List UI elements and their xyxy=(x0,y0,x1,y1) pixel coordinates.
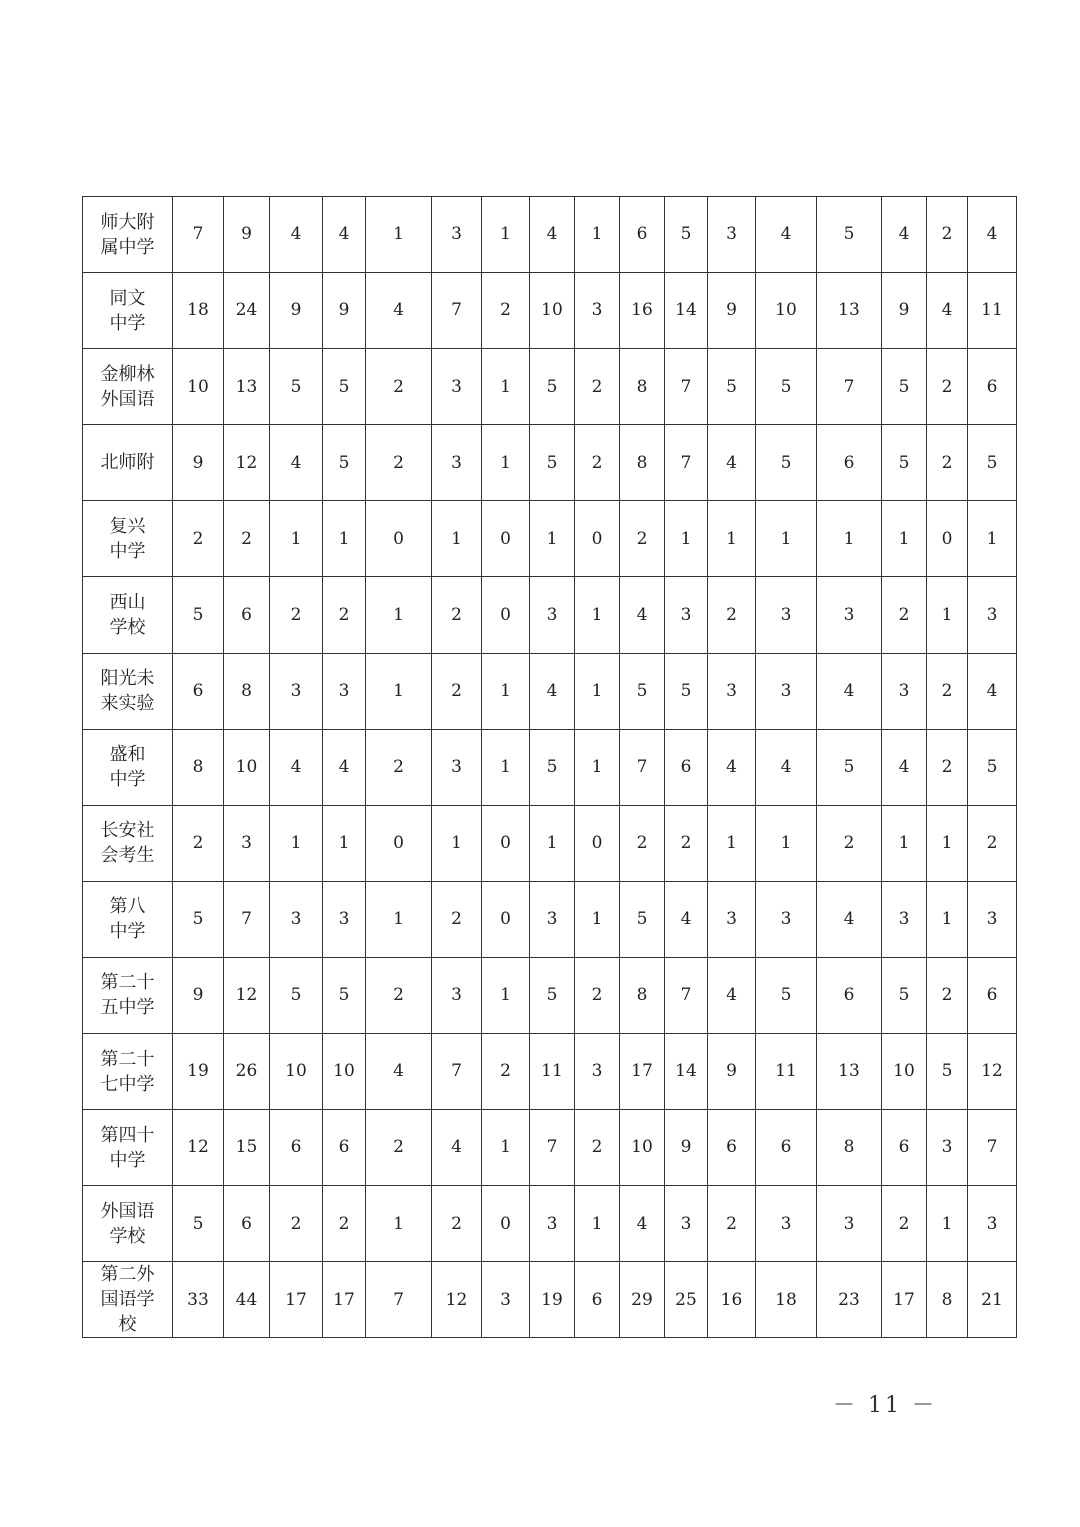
table-row xyxy=(83,805,1017,881)
quota-cell: 3 xyxy=(323,881,366,957)
quota-cell: 7 xyxy=(224,881,270,957)
quota-cell: 4 xyxy=(927,273,968,349)
quota-cell: 1 xyxy=(366,577,432,653)
quota-cell: 15 xyxy=(224,1110,270,1186)
quota-cell: 0 xyxy=(482,1186,530,1262)
quota-cell: 2 xyxy=(882,577,927,653)
quota-cell: 3 xyxy=(708,653,756,729)
quota-cell: 6 xyxy=(270,1110,323,1186)
quota-cell: 5 xyxy=(620,653,665,729)
quota-cell: 2 xyxy=(270,1186,323,1262)
quota-cell: 4 xyxy=(323,197,366,273)
quota-cell: 4 xyxy=(270,729,323,805)
school-name-cell: 盛和 中学 xyxy=(83,729,173,805)
quota-cell: 3 xyxy=(432,349,482,425)
quota-cell: 4 xyxy=(968,653,1017,729)
school-name-cell: 第二十 五中学 xyxy=(83,957,173,1033)
quota-cell: 2 xyxy=(432,881,482,957)
quota-cell: 2 xyxy=(620,805,665,881)
quota-cell: 5 xyxy=(756,349,817,425)
quota-cell: 17 xyxy=(620,1034,665,1110)
school-name-cell: 第八 中学 xyxy=(83,881,173,957)
quota-cell: 8 xyxy=(620,425,665,501)
quota-cell: 13 xyxy=(224,349,270,425)
quota-cell: 7 xyxy=(366,1262,432,1338)
quota-cell: 9 xyxy=(173,957,224,1033)
quota-cell: 5 xyxy=(756,425,817,501)
school-name-cell: 长安社 会考生 xyxy=(83,805,173,881)
quota-cell: 5 xyxy=(173,881,224,957)
quota-cell: 2 xyxy=(620,501,665,577)
quota-cell: 4 xyxy=(817,881,882,957)
quota-cell: 6 xyxy=(968,349,1017,425)
quota-cell: 10 xyxy=(323,1034,366,1110)
quota-cell: 1 xyxy=(927,881,968,957)
quota-cell: 5 xyxy=(708,349,756,425)
quota-cell: 5 xyxy=(530,425,575,501)
quota-cell: 4 xyxy=(620,577,665,653)
quota-cell: 3 xyxy=(224,805,270,881)
quota-cell: 6 xyxy=(817,425,882,501)
quota-cell: 10 xyxy=(882,1034,927,1110)
quota-cell: 5 xyxy=(270,349,323,425)
quota-cell: 4 xyxy=(530,197,575,273)
quota-cell: 18 xyxy=(756,1262,817,1338)
school-name-cell: 阳光未 来实验 xyxy=(83,653,173,729)
quota-cell: 5 xyxy=(270,957,323,1033)
quota-cell: 2 xyxy=(482,1034,530,1110)
quota-cell: 1 xyxy=(665,501,708,577)
quota-cell: 1 xyxy=(323,501,366,577)
quota-cell: 6 xyxy=(817,957,882,1033)
quota-cell: 2 xyxy=(927,653,968,729)
quota-cell: 8 xyxy=(620,957,665,1033)
quota-cell: 3 xyxy=(756,881,817,957)
quota-cell: 1 xyxy=(530,805,575,881)
quota-cell: 3 xyxy=(817,577,882,653)
quota-cell: 19 xyxy=(173,1034,224,1110)
quota-cell: 11 xyxy=(530,1034,575,1110)
quota-cell: 1 xyxy=(817,501,882,577)
quota-cell: 3 xyxy=(270,881,323,957)
quota-cell: 1 xyxy=(575,577,620,653)
quota-cell: 1 xyxy=(482,957,530,1033)
quota-cell: 4 xyxy=(530,653,575,729)
quota-cell: 3 xyxy=(756,577,817,653)
quota-cell: 6 xyxy=(708,1110,756,1186)
quota-cell: 5 xyxy=(530,349,575,425)
quota-cell: 1 xyxy=(575,197,620,273)
quota-cell: 5 xyxy=(620,881,665,957)
table-row xyxy=(83,881,1017,957)
page-number: － 11 － xyxy=(833,1393,937,1418)
quota-cell: 25 xyxy=(665,1262,708,1338)
quota-cell: 2 xyxy=(173,501,224,577)
quota-cell: 2 xyxy=(366,425,432,501)
quota-cell: 5 xyxy=(530,957,575,1033)
quota-cell: 9 xyxy=(708,273,756,349)
quota-cell: 10 xyxy=(270,1034,323,1110)
quota-cell: 4 xyxy=(756,729,817,805)
quota-cell: 19 xyxy=(530,1262,575,1338)
quota-cell: 1 xyxy=(927,577,968,653)
quota-cell: 2 xyxy=(968,805,1017,881)
quota-cell: 6 xyxy=(173,653,224,729)
quota-cell: 7 xyxy=(620,729,665,805)
quota-cell: 16 xyxy=(708,1262,756,1338)
quota-cell: 1 xyxy=(366,1186,432,1262)
quota-cell: 5 xyxy=(323,957,366,1033)
quota-cell: 5 xyxy=(756,957,817,1033)
quota-cell: 0 xyxy=(366,501,432,577)
quota-cell: 3 xyxy=(968,577,1017,653)
quota-cell: 0 xyxy=(482,805,530,881)
quota-cell: 9 xyxy=(882,273,927,349)
quota-cell: 8 xyxy=(620,349,665,425)
quota-cell: 3 xyxy=(882,881,927,957)
quota-cell: 3 xyxy=(665,577,708,653)
quota-cell: 1 xyxy=(927,1186,968,1262)
quota-cell: 8 xyxy=(927,1262,968,1338)
quota-cell: 5 xyxy=(530,729,575,805)
quota-cell: 12 xyxy=(224,957,270,1033)
table-row xyxy=(83,349,1017,425)
quota-cell: 5 xyxy=(968,425,1017,501)
quota-cell: 7 xyxy=(432,1034,482,1110)
quota-cell: 6 xyxy=(756,1110,817,1186)
quota-cell: 2 xyxy=(575,349,620,425)
quota-cell: 14 xyxy=(665,1034,708,1110)
quota-cell: 1 xyxy=(708,501,756,577)
table-row xyxy=(83,1110,1017,1186)
quota-cell: 5 xyxy=(665,197,708,273)
quota-cell: 3 xyxy=(530,1186,575,1262)
quota-cell: 3 xyxy=(270,653,323,729)
quota-cell: 5 xyxy=(173,577,224,653)
table-row xyxy=(83,1034,1017,1110)
quota-cell: 5 xyxy=(817,729,882,805)
school-name-cell: 第二外 国语学 校 xyxy=(83,1262,173,1338)
quota-cell: 2 xyxy=(927,197,968,273)
quota-cell: 0 xyxy=(575,501,620,577)
quota-cell: 3 xyxy=(530,577,575,653)
table-row xyxy=(83,1186,1017,1262)
school-name-cell: 外国语 学校 xyxy=(83,1186,173,1262)
quota-cell: 1 xyxy=(482,729,530,805)
quota-cell: 4 xyxy=(882,197,927,273)
quota-cell: 5 xyxy=(173,1186,224,1262)
quota-cell: 1 xyxy=(432,501,482,577)
quota-cell: 4 xyxy=(366,273,432,349)
quota-cell: 10 xyxy=(620,1110,665,1186)
quota-cell: 11 xyxy=(756,1034,817,1110)
quota-cell: 3 xyxy=(708,881,756,957)
quota-cell: 12 xyxy=(432,1262,482,1338)
quota-cell: 5 xyxy=(817,197,882,273)
quota-cell: 2 xyxy=(927,349,968,425)
school-name-cell: 西山 学校 xyxy=(83,577,173,653)
quota-cell: 4 xyxy=(665,881,708,957)
quota-cell: 9 xyxy=(708,1034,756,1110)
quota-cell: 13 xyxy=(817,273,882,349)
quota-cell: 23 xyxy=(817,1262,882,1338)
school-name-cell: 同文 中学 xyxy=(83,273,173,349)
quota-cell: 2 xyxy=(366,957,432,1033)
quota-cell: 2 xyxy=(665,805,708,881)
quota-cell: 2 xyxy=(927,425,968,501)
table-row xyxy=(83,957,1017,1033)
quota-cell: 3 xyxy=(482,1262,530,1338)
quota-cell: 3 xyxy=(432,425,482,501)
quota-cell: 9 xyxy=(173,425,224,501)
quota-cell: 1 xyxy=(575,1186,620,1262)
quota-cell: 9 xyxy=(665,1110,708,1186)
quota-cell: 13 xyxy=(817,1034,882,1110)
quota-cell: 5 xyxy=(968,729,1017,805)
school-allocation-table xyxy=(82,196,1017,1338)
quota-cell: 1 xyxy=(270,501,323,577)
quota-cell: 5 xyxy=(323,349,366,425)
quota-cell: 1 xyxy=(708,805,756,881)
quota-cell: 2 xyxy=(575,957,620,1033)
quota-cell: 8 xyxy=(224,653,270,729)
quota-cell: 2 xyxy=(708,577,756,653)
quota-cell: 1 xyxy=(366,881,432,957)
quota-cell: 16 xyxy=(620,273,665,349)
school-name-cell: 师大附 属中学 xyxy=(83,197,173,273)
quota-cell: 7 xyxy=(173,197,224,273)
quota-cell: 1 xyxy=(927,805,968,881)
quota-cell: 2 xyxy=(270,577,323,653)
quota-cell: 2 xyxy=(366,349,432,425)
quota-cell: 1 xyxy=(575,653,620,729)
quota-cell: 2 xyxy=(927,957,968,1033)
quota-cell: 4 xyxy=(882,729,927,805)
quota-cell: 2 xyxy=(432,653,482,729)
quota-cell: 4 xyxy=(708,957,756,1033)
quota-cell: 2 xyxy=(224,501,270,577)
quota-cell: 1 xyxy=(756,501,817,577)
quota-cell: 7 xyxy=(530,1110,575,1186)
quota-cell: 5 xyxy=(665,653,708,729)
quota-cell: 1 xyxy=(882,805,927,881)
table-row xyxy=(83,501,1017,577)
quota-cell: 12 xyxy=(173,1110,224,1186)
quota-cell: 9 xyxy=(323,273,366,349)
quota-cell: 7 xyxy=(817,349,882,425)
table-row xyxy=(83,425,1017,501)
quota-cell: 11 xyxy=(968,273,1017,349)
quota-cell: 2 xyxy=(432,1186,482,1262)
quota-cell: 1 xyxy=(756,805,817,881)
quota-cell: 5 xyxy=(882,957,927,1033)
quota-cell: 2 xyxy=(323,577,366,653)
quota-cell: 3 xyxy=(323,653,366,729)
quota-cell: 7 xyxy=(432,273,482,349)
school-name-cell: 第二十 七中学 xyxy=(83,1034,173,1110)
quota-cell: 6 xyxy=(665,729,708,805)
quota-cell: 6 xyxy=(224,1186,270,1262)
quota-cell: 4 xyxy=(708,729,756,805)
quota-cell: 5 xyxy=(927,1034,968,1110)
quota-cell: 2 xyxy=(575,1110,620,1186)
quota-cell: 0 xyxy=(575,805,620,881)
quota-cell: 33 xyxy=(173,1262,224,1338)
quota-cell: 4 xyxy=(270,197,323,273)
quota-cell: 4 xyxy=(366,1034,432,1110)
quota-cell: 9 xyxy=(270,273,323,349)
quota-cell: 10 xyxy=(756,273,817,349)
quota-cell: 29 xyxy=(620,1262,665,1338)
quota-cell: 3 xyxy=(968,1186,1017,1262)
quota-cell: 0 xyxy=(927,501,968,577)
quota-cell: 1 xyxy=(366,197,432,273)
quota-cell: 4 xyxy=(323,729,366,805)
quota-cell: 9 xyxy=(224,197,270,273)
quota-cell: 2 xyxy=(927,729,968,805)
quota-cell: 3 xyxy=(927,1110,968,1186)
quota-cell: 2 xyxy=(432,577,482,653)
quota-cell: 3 xyxy=(817,1186,882,1262)
school-name-cell: 北师附 xyxy=(83,425,173,501)
quota-cell: 1 xyxy=(482,1110,530,1186)
quota-cell: 4 xyxy=(817,653,882,729)
quota-cell: 6 xyxy=(575,1262,620,1338)
quota-cell: 0 xyxy=(366,805,432,881)
quota-cell: 3 xyxy=(882,653,927,729)
quota-cell: 1 xyxy=(270,805,323,881)
quota-cell: 1 xyxy=(482,653,530,729)
quota-cell: 26 xyxy=(224,1034,270,1110)
quota-cell: 17 xyxy=(323,1262,366,1338)
quota-cell: 44 xyxy=(224,1262,270,1338)
table-row xyxy=(83,197,1017,273)
quota-cell: 21 xyxy=(968,1262,1017,1338)
quota-cell: 7 xyxy=(665,425,708,501)
quota-cell: 3 xyxy=(968,881,1017,957)
quota-cell: 8 xyxy=(817,1110,882,1186)
table-row xyxy=(83,273,1017,349)
table-row xyxy=(83,729,1017,805)
quota-cell: 1 xyxy=(575,729,620,805)
quota-cell: 10 xyxy=(173,349,224,425)
quota-cell: 1 xyxy=(366,653,432,729)
table-body xyxy=(83,197,1017,1338)
quota-cell: 5 xyxy=(323,425,366,501)
quota-cell: 1 xyxy=(882,501,927,577)
quota-cell: 2 xyxy=(817,805,882,881)
quota-cell: 2 xyxy=(708,1186,756,1262)
quota-cell: 1 xyxy=(482,349,530,425)
quota-cell: 4 xyxy=(756,197,817,273)
quota-cell: 1 xyxy=(482,197,530,273)
quota-cell: 3 xyxy=(575,1034,620,1110)
quota-cell: 3 xyxy=(756,1186,817,1262)
quota-cell: 6 xyxy=(620,197,665,273)
quota-cell: 6 xyxy=(224,577,270,653)
quota-cell: 1 xyxy=(482,425,530,501)
quota-cell: 12 xyxy=(968,1034,1017,1110)
school-name-cell: 复兴 中学 xyxy=(83,501,173,577)
quota-cell: 3 xyxy=(756,653,817,729)
quota-cell: 2 xyxy=(323,1186,366,1262)
table-row xyxy=(83,1262,1017,1338)
quota-cell: 0 xyxy=(482,577,530,653)
quota-cell: 3 xyxy=(432,729,482,805)
quota-cell: 24 xyxy=(224,273,270,349)
table-row xyxy=(83,577,1017,653)
quota-cell: 1 xyxy=(323,805,366,881)
quota-cell: 4 xyxy=(432,1110,482,1186)
quota-cell: 0 xyxy=(482,501,530,577)
quota-cell: 2 xyxy=(366,1110,432,1186)
quota-cell: 0 xyxy=(482,881,530,957)
quota-cell: 5 xyxy=(882,425,927,501)
quota-cell: 4 xyxy=(620,1186,665,1262)
quota-cell: 5 xyxy=(882,349,927,425)
quota-cell: 1 xyxy=(968,501,1017,577)
school-name-cell: 金柳林 外国语 xyxy=(83,349,173,425)
quota-cell: 1 xyxy=(432,805,482,881)
quota-cell: 7 xyxy=(665,957,708,1033)
quota-cell: 4 xyxy=(270,425,323,501)
quota-cell: 3 xyxy=(665,1186,708,1262)
quota-cell: 1 xyxy=(575,881,620,957)
quota-cell: 18 xyxy=(173,273,224,349)
quota-cell: 2 xyxy=(366,729,432,805)
quota-cell: 10 xyxy=(224,729,270,805)
quota-cell: 17 xyxy=(882,1262,927,1338)
quota-cell: 6 xyxy=(882,1110,927,1186)
quota-cell: 4 xyxy=(968,197,1017,273)
quota-cell: 3 xyxy=(575,273,620,349)
quota-cell: 2 xyxy=(173,805,224,881)
quota-cell: 2 xyxy=(575,425,620,501)
quota-cell: 6 xyxy=(968,957,1017,1033)
quota-cell: 17 xyxy=(270,1262,323,1338)
quota-cell: 4 xyxy=(708,425,756,501)
quota-cell: 7 xyxy=(968,1110,1017,1186)
quota-cell: 3 xyxy=(432,957,482,1033)
quota-cell: 6 xyxy=(323,1110,366,1186)
table-row xyxy=(83,653,1017,729)
quota-cell: 3 xyxy=(432,197,482,273)
quota-cell: 3 xyxy=(530,881,575,957)
quota-cell: 8 xyxy=(173,729,224,805)
quota-cell: 2 xyxy=(482,273,530,349)
quota-cell: 2 xyxy=(882,1186,927,1262)
quota-cell: 12 xyxy=(224,425,270,501)
quota-cell: 1 xyxy=(530,501,575,577)
quota-cell: 3 xyxy=(708,197,756,273)
quota-cell: 7 xyxy=(665,349,708,425)
quota-cell: 14 xyxy=(665,273,708,349)
school-name-cell: 第四十 中学 xyxy=(83,1110,173,1186)
quota-cell: 10 xyxy=(530,273,575,349)
